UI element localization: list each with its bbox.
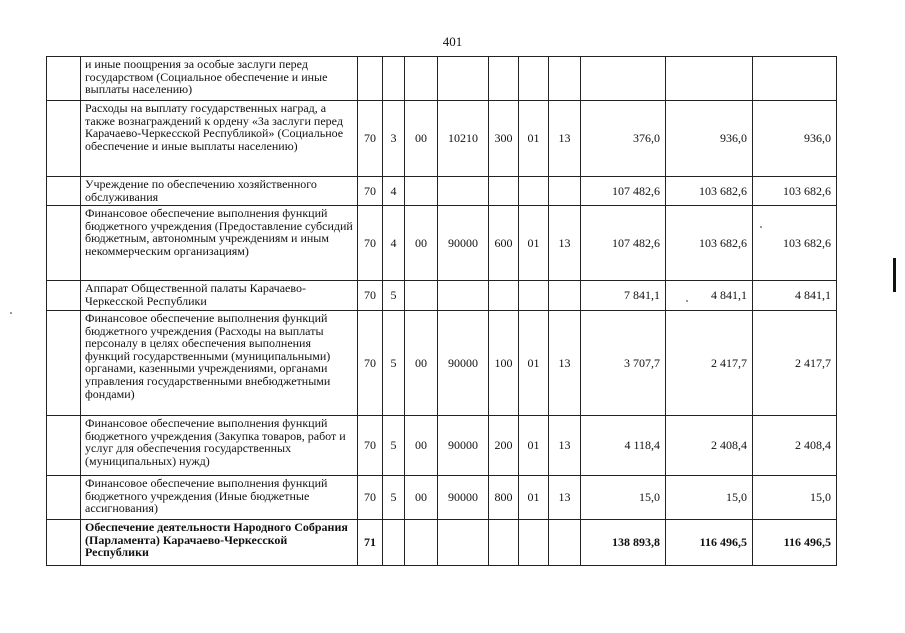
- ministry-code-cell: 70: [358, 206, 383, 281]
- budget-table: [46, 56, 837, 566]
- row-number-cell: [47, 281, 81, 311]
- program-code-cell: 4: [383, 177, 405, 206]
- amount-year-3-cell: 2 417,7: [753, 311, 837, 416]
- direction-code-cell: 90000: [438, 206, 489, 281]
- section-cell: 01: [519, 476, 549, 520]
- expense-name-cell: Финансовое обеспечение выполнения функций бюджетного учреждения (Предоставление субсидий бюджетным, автономным учреждениям и иным некоммерческим организациям): [81, 206, 358, 281]
- expense-type-cell: [489, 177, 519, 206]
- subsection-cell: [549, 281, 581, 311]
- section-cell: [519, 177, 549, 206]
- row-number-cell: [47, 101, 81, 177]
- expense-type-cell: 600: [489, 206, 519, 281]
- program-code-cell: [383, 57, 405, 101]
- ministry-code-cell: 70: [358, 101, 383, 177]
- expense-type-cell: [489, 281, 519, 311]
- subprogram-code-cell: [405, 57, 438, 101]
- section-cell: 01: [519, 311, 549, 416]
- amount-year-3-cell: 103 682,6: [753, 206, 837, 281]
- amount-year-3-cell: [753, 57, 837, 101]
- expense-name-cell: Финансовое обеспечение выполнения функций бюджетного учреждения (Закупка товаров, работ и услуг для обеспечения государственных (муниципальных) нужд): [81, 416, 358, 476]
- amount-year-3-cell: 15,0: [753, 476, 837, 520]
- section-cell: 01: [519, 101, 549, 177]
- expense-name-cell: Расходы на выплату государственных наград, а также вознаграждений к ордену «За заслуги перед Карачаево-Черкесской Республикой» (Социальное обеспечение и иные выплаты населению): [81, 101, 358, 177]
- amount-year-3-cell: 936,0: [753, 101, 837, 177]
- section-cell: [519, 520, 549, 566]
- ministry-code-cell: 70: [358, 416, 383, 476]
- program-code-cell: [383, 520, 405, 566]
- expense-name-cell: Обеспечение деятельности Народного Собрания (Парламента) Карачаево-Черкесской Республики: [81, 520, 358, 566]
- expense-name-cell: Аппарат Общественной палаты Карачаево-Черкесской Республики: [81, 281, 358, 311]
- program-code-cell: 3: [383, 101, 405, 177]
- direction-code-cell: 10210: [438, 101, 489, 177]
- amount-year-1-cell: 107 482,6: [581, 177, 666, 206]
- ministry-code-cell: 70: [358, 476, 383, 520]
- amount-year-2-cell: 103 682,6: [666, 206, 753, 281]
- expense-type-cell: [489, 520, 519, 566]
- amount-year-3-cell: 103 682,6: [753, 177, 837, 206]
- expense-type-cell: [489, 57, 519, 101]
- direction-code-cell: 90000: [438, 311, 489, 416]
- direction-code-cell: [438, 281, 489, 311]
- direction-code-cell: [438, 177, 489, 206]
- row-number-cell: [47, 476, 81, 520]
- section-cell: [519, 281, 549, 311]
- amount-year-2-cell: [666, 57, 753, 101]
- amount-year-1-cell: [581, 57, 666, 101]
- expense-name-cell: Финансовое обеспечение выполнения функций бюджетного учреждения (Иные бюджетные ассигнования): [81, 476, 358, 520]
- program-code-cell: 4: [383, 206, 405, 281]
- program-code-cell: 5: [383, 311, 405, 416]
- subprogram-code-cell: [405, 281, 438, 311]
- amount-year-3-cell: 2 408,4: [753, 416, 837, 476]
- subsection-cell: 13: [549, 311, 581, 416]
- subprogram-code-cell: 00: [405, 101, 438, 177]
- subprogram-code-cell: 00: [405, 311, 438, 416]
- amount-year-1-cell: 138 893,8: [581, 520, 666, 566]
- amount-year-2-cell: 4 841,1: [666, 281, 753, 311]
- ministry-code-cell: 70: [358, 281, 383, 311]
- row-number-cell: [47, 520, 81, 566]
- amount-year-2-cell: 2 408,4: [666, 416, 753, 476]
- program-code-cell: 5: [383, 281, 405, 311]
- expense-type-cell: 200: [489, 416, 519, 476]
- scan-speck: [10, 312, 12, 314]
- subsection-cell: 13: [549, 416, 581, 476]
- subsection-cell: [549, 520, 581, 566]
- amount-year-1-cell: 7 841,1: [581, 281, 666, 311]
- ministry-code-cell: 71: [358, 520, 383, 566]
- row-number-cell: [47, 416, 81, 476]
- subsection-cell: [549, 57, 581, 101]
- subprogram-code-cell: [405, 177, 438, 206]
- expense-name-cell: и иные поощрения за особые заслуги перед государством (Социальное обеспечение и иные выплаты населению): [81, 57, 358, 101]
- direction-code-cell: [438, 57, 489, 101]
- subsection-cell: 13: [549, 476, 581, 520]
- direction-code-cell: [438, 520, 489, 566]
- subprogram-code-cell: 00: [405, 206, 438, 281]
- row-number-cell: [47, 177, 81, 206]
- amount-year-2-cell: 936,0: [666, 101, 753, 177]
- subprogram-code-cell: 00: [405, 476, 438, 520]
- direction-code-cell: 90000: [438, 476, 489, 520]
- expense-type-cell: 300: [489, 101, 519, 177]
- scan-edge-mark: [893, 258, 896, 292]
- section-cell: 01: [519, 206, 549, 281]
- scan-speck: [760, 226, 762, 228]
- subsection-cell: 13: [549, 101, 581, 177]
- scan-speck: [686, 300, 688, 302]
- program-code-cell: 5: [383, 416, 405, 476]
- subsection-cell: [549, 177, 581, 206]
- section-cell: 01: [519, 416, 549, 476]
- subprogram-code-cell: [405, 520, 438, 566]
- amount-year-2-cell: 15,0: [666, 476, 753, 520]
- program-code-cell: 5: [383, 476, 405, 520]
- amount-year-1-cell: 15,0: [581, 476, 666, 520]
- amount-year-3-cell: 116 496,5: [753, 520, 837, 566]
- subprogram-code-cell: 00: [405, 416, 438, 476]
- expense-name-cell: Финансовое обеспечение выполнения функций бюджетного учреждения (Расходы на выплаты персоналу в целях обеспечения выполнения функций государственными (муниципальными) органами, казенными учреждениями, органами управления государственными внебюджетными фондами): [81, 311, 358, 416]
- ministry-code-cell: [358, 57, 383, 101]
- amount-year-3-cell: 4 841,1: [753, 281, 837, 311]
- amount-year-2-cell: 116 496,5: [666, 520, 753, 566]
- ministry-code-cell: 70: [358, 177, 383, 206]
- subsection-cell: 13: [549, 206, 581, 281]
- amount-year-2-cell: 103 682,6: [666, 177, 753, 206]
- amount-year-2-cell: 2 417,7: [666, 311, 753, 416]
- row-number-cell: [47, 57, 81, 101]
- amount-year-1-cell: 376,0: [581, 101, 666, 177]
- section-cell: [519, 57, 549, 101]
- amount-year-1-cell: 4 118,4: [581, 416, 666, 476]
- expense-name-cell: Учреждение по обеспечению хозяйственного обслуживания: [81, 177, 358, 206]
- row-number-cell: [47, 206, 81, 281]
- expense-type-cell: 800: [489, 476, 519, 520]
- amount-year-1-cell: 3 707,7: [581, 311, 666, 416]
- page-number: 401: [442, 34, 463, 49]
- row-number-cell: [47, 311, 81, 416]
- amount-year-1-cell: 107 482,6: [581, 206, 666, 281]
- ministry-code-cell: 70: [358, 311, 383, 416]
- direction-code-cell: 90000: [438, 416, 489, 476]
- expense-type-cell: 100: [489, 311, 519, 416]
